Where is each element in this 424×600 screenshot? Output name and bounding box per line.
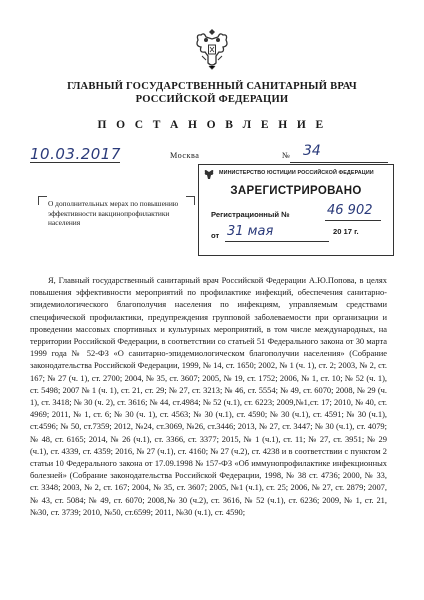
stamp-number-underline xyxy=(325,220,381,221)
number-sign: № xyxy=(282,151,290,160)
stamp-handwritten-number: 46 902 xyxy=(327,203,373,218)
date-underline xyxy=(30,162,120,163)
stamp-registered-label: ЗАРЕГИСТРИРОВАНО xyxy=(230,185,362,197)
issuer-title-line1: ГЛАВНЫЙ ГОСУДАРСТВЕННЫЙ САНИТАРНЫЙ ВРАЧ xyxy=(67,81,357,92)
stamp-date-underline xyxy=(225,241,329,242)
registration-stamp xyxy=(198,164,394,256)
stamp-year: 20 17 г. xyxy=(333,227,359,236)
stamp-number-label: Регистрационный № xyxy=(211,210,290,219)
stamp-emblem-icon xyxy=(203,168,215,181)
document-subject: О дополнительных мерах по повышению эффективности вакцинопрофилактики населения xyxy=(48,199,179,228)
handwritten-document-number: 34 xyxy=(303,143,321,159)
city-label: Москва xyxy=(170,151,200,160)
issuer-title-line2: РОССИЙСКОЙ ФЕДЕРАЦИИ xyxy=(135,94,289,105)
stamp-ministry-name: МИНИСТЕРСТВО ЮСТИЦИИ РОССИЙСКОЙ ФЕДЕРАЦИИ xyxy=(219,170,374,176)
subject-bracket-left xyxy=(38,196,47,205)
number-underline xyxy=(290,162,388,163)
stamp-date-prefix: от xyxy=(211,231,220,240)
handwritten-date: 10.03.2017 xyxy=(30,145,121,163)
resolution-body-text: Я, Главный государственный санитарный врач Российской Федерации А.Ю.Попова, в целях повышения эффективности мероприятий по профилактике инфекций, обеспечения санитарно-эпидемиологического благополучия населения по инфекциям, управляемым средствами специфической профилактики, предупреждения групповой заболеваемости при организации и проведении массовых спортивных и культурных мероприятий, в том числе международных, на территории Российской Федерации, в соответствии со статьей 51 Федерального закона от 30 марта 1999 года № 52-ФЗ «О санитарно-эпидемиологическом благополучии населения» (Собрание законодательства Российской Федерации, 1999, № 14, ст. 1650; 2002, № 1 (ч. 1), ст. 2; 2003, № 2, ст. 167; № 27 (ч. 1), ст. 2700; 2004, № 35, ст. 3607; 2005, № 19, ст. 1752; 2006, № 1, ст. 10; № 52 (ч. 1), ст. 5498; 2007 № 1 (ч. 1), ст. 21, ст. 29; № 27, ст. 3213; № 46, ст. 5554; № 49, ст. 6070; 2008, № 29 (ч. 1), ст. 3418; № 30 (ч. 2), ст. 3616; № 44, ст.4984; № 52 (ч.1), ст. 6223; 2009,№1,ст. 17; 2010, № 40, ст. 4969; 2011, № 1, ст. 6; № 30 (ч. 1), ст. 4563; № 30 (ч.1), ст. 4590; № 30 (ч.1), ст. 4591; № 30 (ч.1), ст.4596; № 50, ст.7359; 2012, №24, ст.3069, №26, ст.3446; 2013, № 27, ст. 3447; № 30 (ч.1), ст. 4079; № 48, ст. 6165; 2014, № 26 (ч.1), ст. 3366, ст. 3377; 2015, № 1 (ч.1), ст. 11; № 27, ст. 3951; № 29 (ч.1), ст. 4339, ст. 4359; 2016, № 27 (ч.1), ст. 4160; № 27 (ч.2), ст. 4238 и в соответствии с пунктом 2 статьи 10 Федерального закона от 17.09.1998 № 157-ФЗ «Об иммунопрофилактике инфекционных болезней» (Собрание законодательства Российской Федерации, 1998, № 38 ст. 4736; 2000, № 33, ст. 3348; 2003, № 2, ст. 167; 2004, № 35, ст. 3607; 2005, №1 (ч.1), ст. 25; 2006, № 27, ст. 2879; 2007, № 43, ст. 5084; № 49, ст. 6070; 2008,№ 30 (ч.2), ст. 3616, № 52 (ч.1), ст. 6236; 2009, № 1, ст. 21, №30, ст. 3739; 2010, №50, ст.6599; 2011, №30 (ч.1), ст. 4590; xyxy=(30,275,387,517)
coat-of-arms-emblem xyxy=(192,26,232,70)
document-type-heading: П О С Т А Н О В Л Е Н И Е xyxy=(97,119,327,131)
stamp-handwritten-date: 31 мая xyxy=(227,224,274,239)
